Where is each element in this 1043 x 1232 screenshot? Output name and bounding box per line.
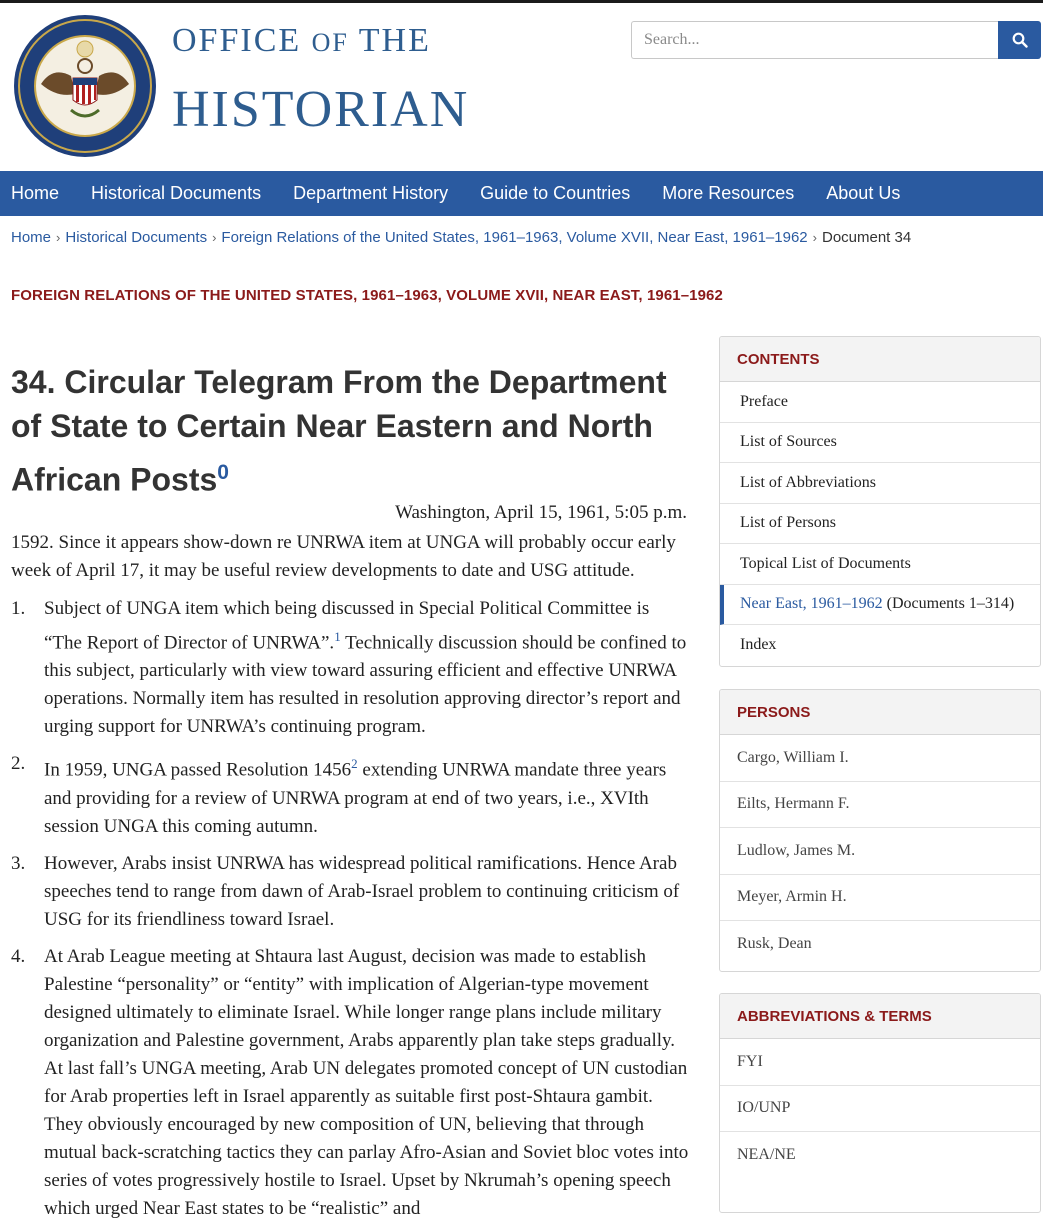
paragraph-text: However, Arabs insist UNRWA has widespread political ramifications. Hence Arab speeches tend to range from dawn of Arab-Israel problem to continuing criticism of USG for its friendliness toward Israel. [44, 852, 680, 930]
abbreviation-item[interactable]: IO/UNP [720, 1086, 1040, 1133]
breadcrumb-home[interactable]: Home [11, 229, 52, 246]
nav-more-resources[interactable]: More Resources [662, 183, 795, 203]
breadcrumb-volume[interactable]: Foreign Relations of the United States, 1961–1963, Volume XVII, Near East, 1961–1962 [221, 229, 808, 246]
list-item [11, 943, 691, 1223]
footnote-link-2[interactable]: 2 [351, 756, 358, 772]
abbreviations-heading: ABBREVIATIONS & TERMS [720, 994, 1040, 1039]
person-item[interactable]: Cargo, William I. [720, 735, 1040, 782]
paragraph-text: In 1959, UNGA passed Resolution 1456 [44, 759, 352, 781]
search-button[interactable] [998, 21, 1041, 59]
person-item[interactable]: Rusk, Dean [737, 935, 812, 953]
list-item [11, 595, 691, 741]
paragraph-text: Subject of UNGA item which being discussed in Special Political Committee is “The Report of Director of UNRWA”. [44, 598, 650, 654]
department-seal-logo[interactable] [13, 14, 157, 158]
main-nav [0, 171, 1043, 216]
contents-active-suffix: (Documents 1–314) [882, 595, 1015, 613]
person-item[interactable]: Eilts, Hermann F. [720, 782, 1040, 829]
contents-item-near-east[interactable] [720, 585, 1040, 626]
brand-word-the: THE [358, 22, 431, 59]
abbreviations-panel [719, 993, 1041, 1213]
footnote-link-0[interactable]: 0 [217, 461, 229, 484]
top-border [0, 0, 1043, 3]
chevron-right-icon: › [212, 230, 217, 245]
breadcrumb [11, 229, 911, 246]
abbreviation-item[interactable]: NEA/NE [737, 1146, 796, 1164]
contents-heading: CONTENTS [720, 337, 1040, 382]
dateline: Washington, April 15, 1961, 5:05 p.m. [395, 502, 687, 523]
nav-guide-to-countries[interactable]: Guide to Countries [480, 183, 631, 203]
nav-historical-documents[interactable]: Historical Documents [91, 183, 262, 203]
paragraph-text: Technically discussion should be confined to this subject, particularly with view toward assuring efficient and effective UNRWA operations. Normally item has resulted in resolution approving director’s report and urging support for UNRWA’s continuing program. [44, 632, 687, 738]
document-title-text: 34. Circular Telegram From the Department of State to Certain Near Eastern and North African Posts [11, 364, 667, 498]
contents-item-persons[interactable]: List of Persons [720, 504, 1040, 545]
paragraph-text: extending UNRWA mandate three years and providing for a review of UNRWA program at end of two years, i.e., XVIth session UNGA this coming autumn. [44, 759, 667, 837]
contents-item-sources[interactable]: List of Sources [720, 423, 1040, 464]
contents-panel [719, 336, 1041, 667]
volume-title[interactable]: FOREIGN RELATIONS OF THE UNITED STATES, 1961–1963, VOLUME XVII, NEAR EAST, 1961–1962 [11, 287, 723, 304]
list-item [11, 750, 691, 840]
list-number: 2. [11, 753, 26, 775]
chevron-right-icon: › [812, 230, 817, 245]
breadcrumb-historical-documents[interactable]: Historical Documents [65, 229, 208, 246]
list-number: 1. [11, 598, 26, 619]
brand-word-of: OF [311, 28, 349, 57]
brand-line-2[interactable]: HISTORIAN [172, 81, 470, 138]
persons-heading: PERSONS [720, 690, 1040, 735]
document-body [11, 529, 691, 1232]
brand-word-office: OFFICE [172, 22, 302, 59]
list-item [11, 850, 691, 934]
contents-active-link[interactable]: Near East, 1961–1962 [740, 595, 883, 613]
contents-item-index[interactable]: Index [740, 636, 777, 654]
search-icon [1012, 32, 1028, 48]
breadcrumb-current: Document 34 [821, 229, 912, 246]
list-number: 3. [11, 852, 26, 874]
contents-item-topical-list[interactable]: Topical List of Documents [720, 544, 1040, 585]
nav-about-us[interactable]: About Us [826, 183, 901, 203]
person-item[interactable]: Ludlow, James M. [720, 828, 1040, 875]
contents-item-abbreviations[interactable]: List of Abbreviations [720, 463, 1040, 504]
nav-home[interactable]: Home [11, 183, 60, 203]
nav-department-history[interactable]: Department History [293, 183, 449, 203]
document-title [11, 360, 701, 502]
abbreviation-item[interactable]: FYI [720, 1039, 1040, 1086]
intro-paragraph: 1592. Since it appears show-down re UNRWA item at UNGA will probably occur early week of April 17, it may be useful review developments to date and USG attitude. [11, 532, 676, 581]
person-item[interactable]: Meyer, Armin H. [720, 875, 1040, 922]
chevron-right-icon: › [56, 230, 61, 245]
contents-item-preface[interactable]: Preface [720, 382, 1040, 423]
search-input[interactable] [631, 21, 998, 59]
persons-panel [719, 689, 1041, 972]
footnote-link-1[interactable]: 1 [334, 629, 341, 644]
brand-line-1[interactable] [172, 22, 431, 60]
paragraph-text: At Arab League meeting at Shtaura last August, decision was made to establish Palestine “personality” or “entity” with implication of Algerian-type movement designed ultimately to eliminate Israel. While longer range plans include military organization and Palestine government, Arabs apparently plan take steps gradually. At last fall’s UNGA meeting, Arab UN delegates promoted concept of UN custodian for Arab properties left in Israel apparently as suitable first post-Shtaura gambit. They obviously encouraged by new composition of UN, believing that through mutual back-scratching tactics they can parlay Afro-Asian and Soviet bloc votes into series of votes progressively hostile to Israel. Upset by Nkrumah’s opening speech which urged Near East states to be “realistic” and [44, 945, 689, 1219]
list-number: 4. [11, 945, 26, 967]
